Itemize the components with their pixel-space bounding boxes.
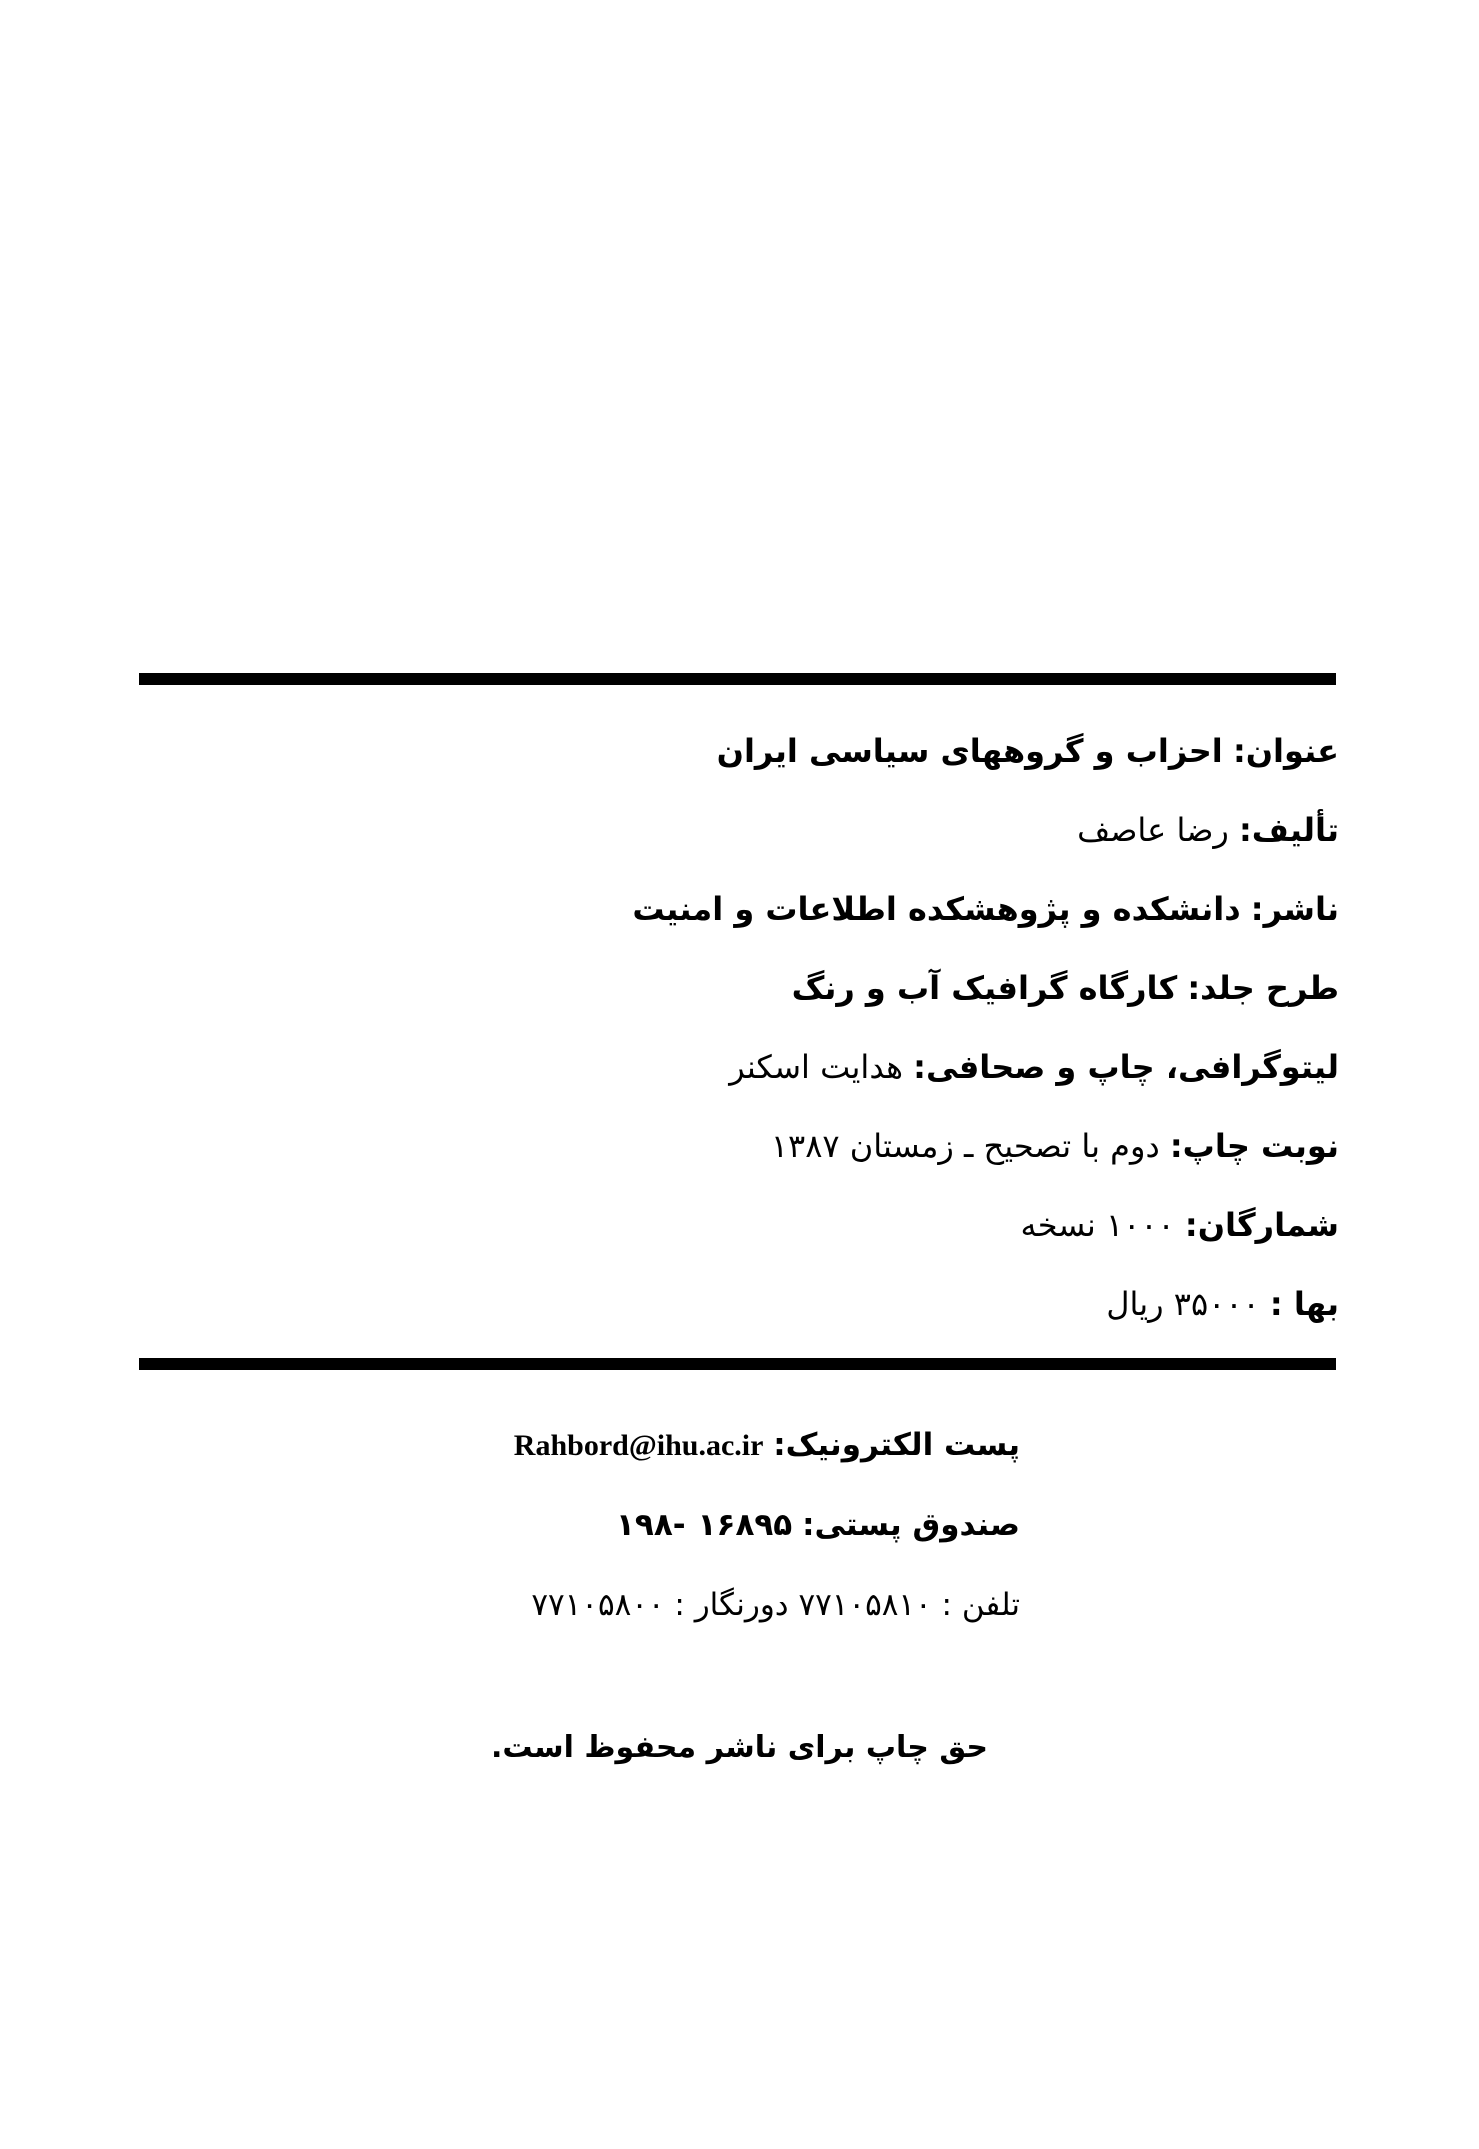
edition-label: نوبت چاپ:	[1169, 1127, 1339, 1165]
author-label: تألیف:	[1238, 811, 1339, 849]
price-line	[639, 1265, 1339, 1344]
email-value: Rahbord@ihu.ac.ir	[513, 1429, 764, 1462]
phone-fax-text: تلفن : ۷۷۱۰۵۸۱۰ دورنگار : ۷۷۱۰۵۸۰۰	[531, 1587, 1020, 1623]
copies-label: شمارگان:	[1184, 1206, 1339, 1244]
price-label: بها :	[1269, 1285, 1339, 1323]
pobox-value: ۱۶۸۹۵-۱۹۸	[615, 1507, 793, 1543]
title-label: عنوان:	[1232, 732, 1339, 770]
title-value: احزاب و گروههای سیاسی ایران	[716, 732, 1223, 770]
cover-design-label: طرح جلد:	[1187, 969, 1339, 1007]
email-line	[400, 1405, 1020, 1485]
printing-line	[639, 1028, 1339, 1107]
author-value: رضا عاصف	[1077, 811, 1229, 849]
publisher-value: دانشکده و پژوهشکده اطلاعات و امنیت	[632, 890, 1241, 928]
pobox-label: صندوق پستی:	[802, 1507, 1020, 1543]
price-value: ۳۵۰۰۰ ریال	[1106, 1285, 1260, 1323]
colophon-block	[632, 712, 1339, 1344]
title-line	[639, 712, 1339, 791]
cover-design-line	[639, 949, 1339, 1028]
edition-line	[639, 1107, 1339, 1186]
edition-value: دوم با تصحیح ـ زمستان ۱۳۸۷	[770, 1127, 1160, 1165]
printing-label: لیتوگرافی، چاپ و صحافی:	[913, 1048, 1339, 1086]
bottom-divider	[139, 1358, 1336, 1370]
printing-value: هدایت اسکنر	[729, 1048, 903, 1086]
pobox-line	[400, 1485, 1020, 1565]
copyright-notice: حق چاپ برای ناشر محفوظ است.	[490, 1730, 988, 1765]
top-divider	[139, 673, 1336, 685]
cover-design-value: کارگاه گرافیک آب و رنگ	[791, 969, 1178, 1007]
phone-line	[400, 1565, 1020, 1645]
contact-block	[400, 1405, 1020, 1645]
author-line	[639, 791, 1339, 870]
email-label: پست الکترونیک:	[773, 1427, 1020, 1463]
publisher-line	[632, 870, 1339, 949]
copies-value: ۱۰۰۰ نسخه	[1020, 1206, 1175, 1244]
copies-line	[639, 1186, 1339, 1265]
publisher-label: ناشر:	[1250, 890, 1339, 928]
